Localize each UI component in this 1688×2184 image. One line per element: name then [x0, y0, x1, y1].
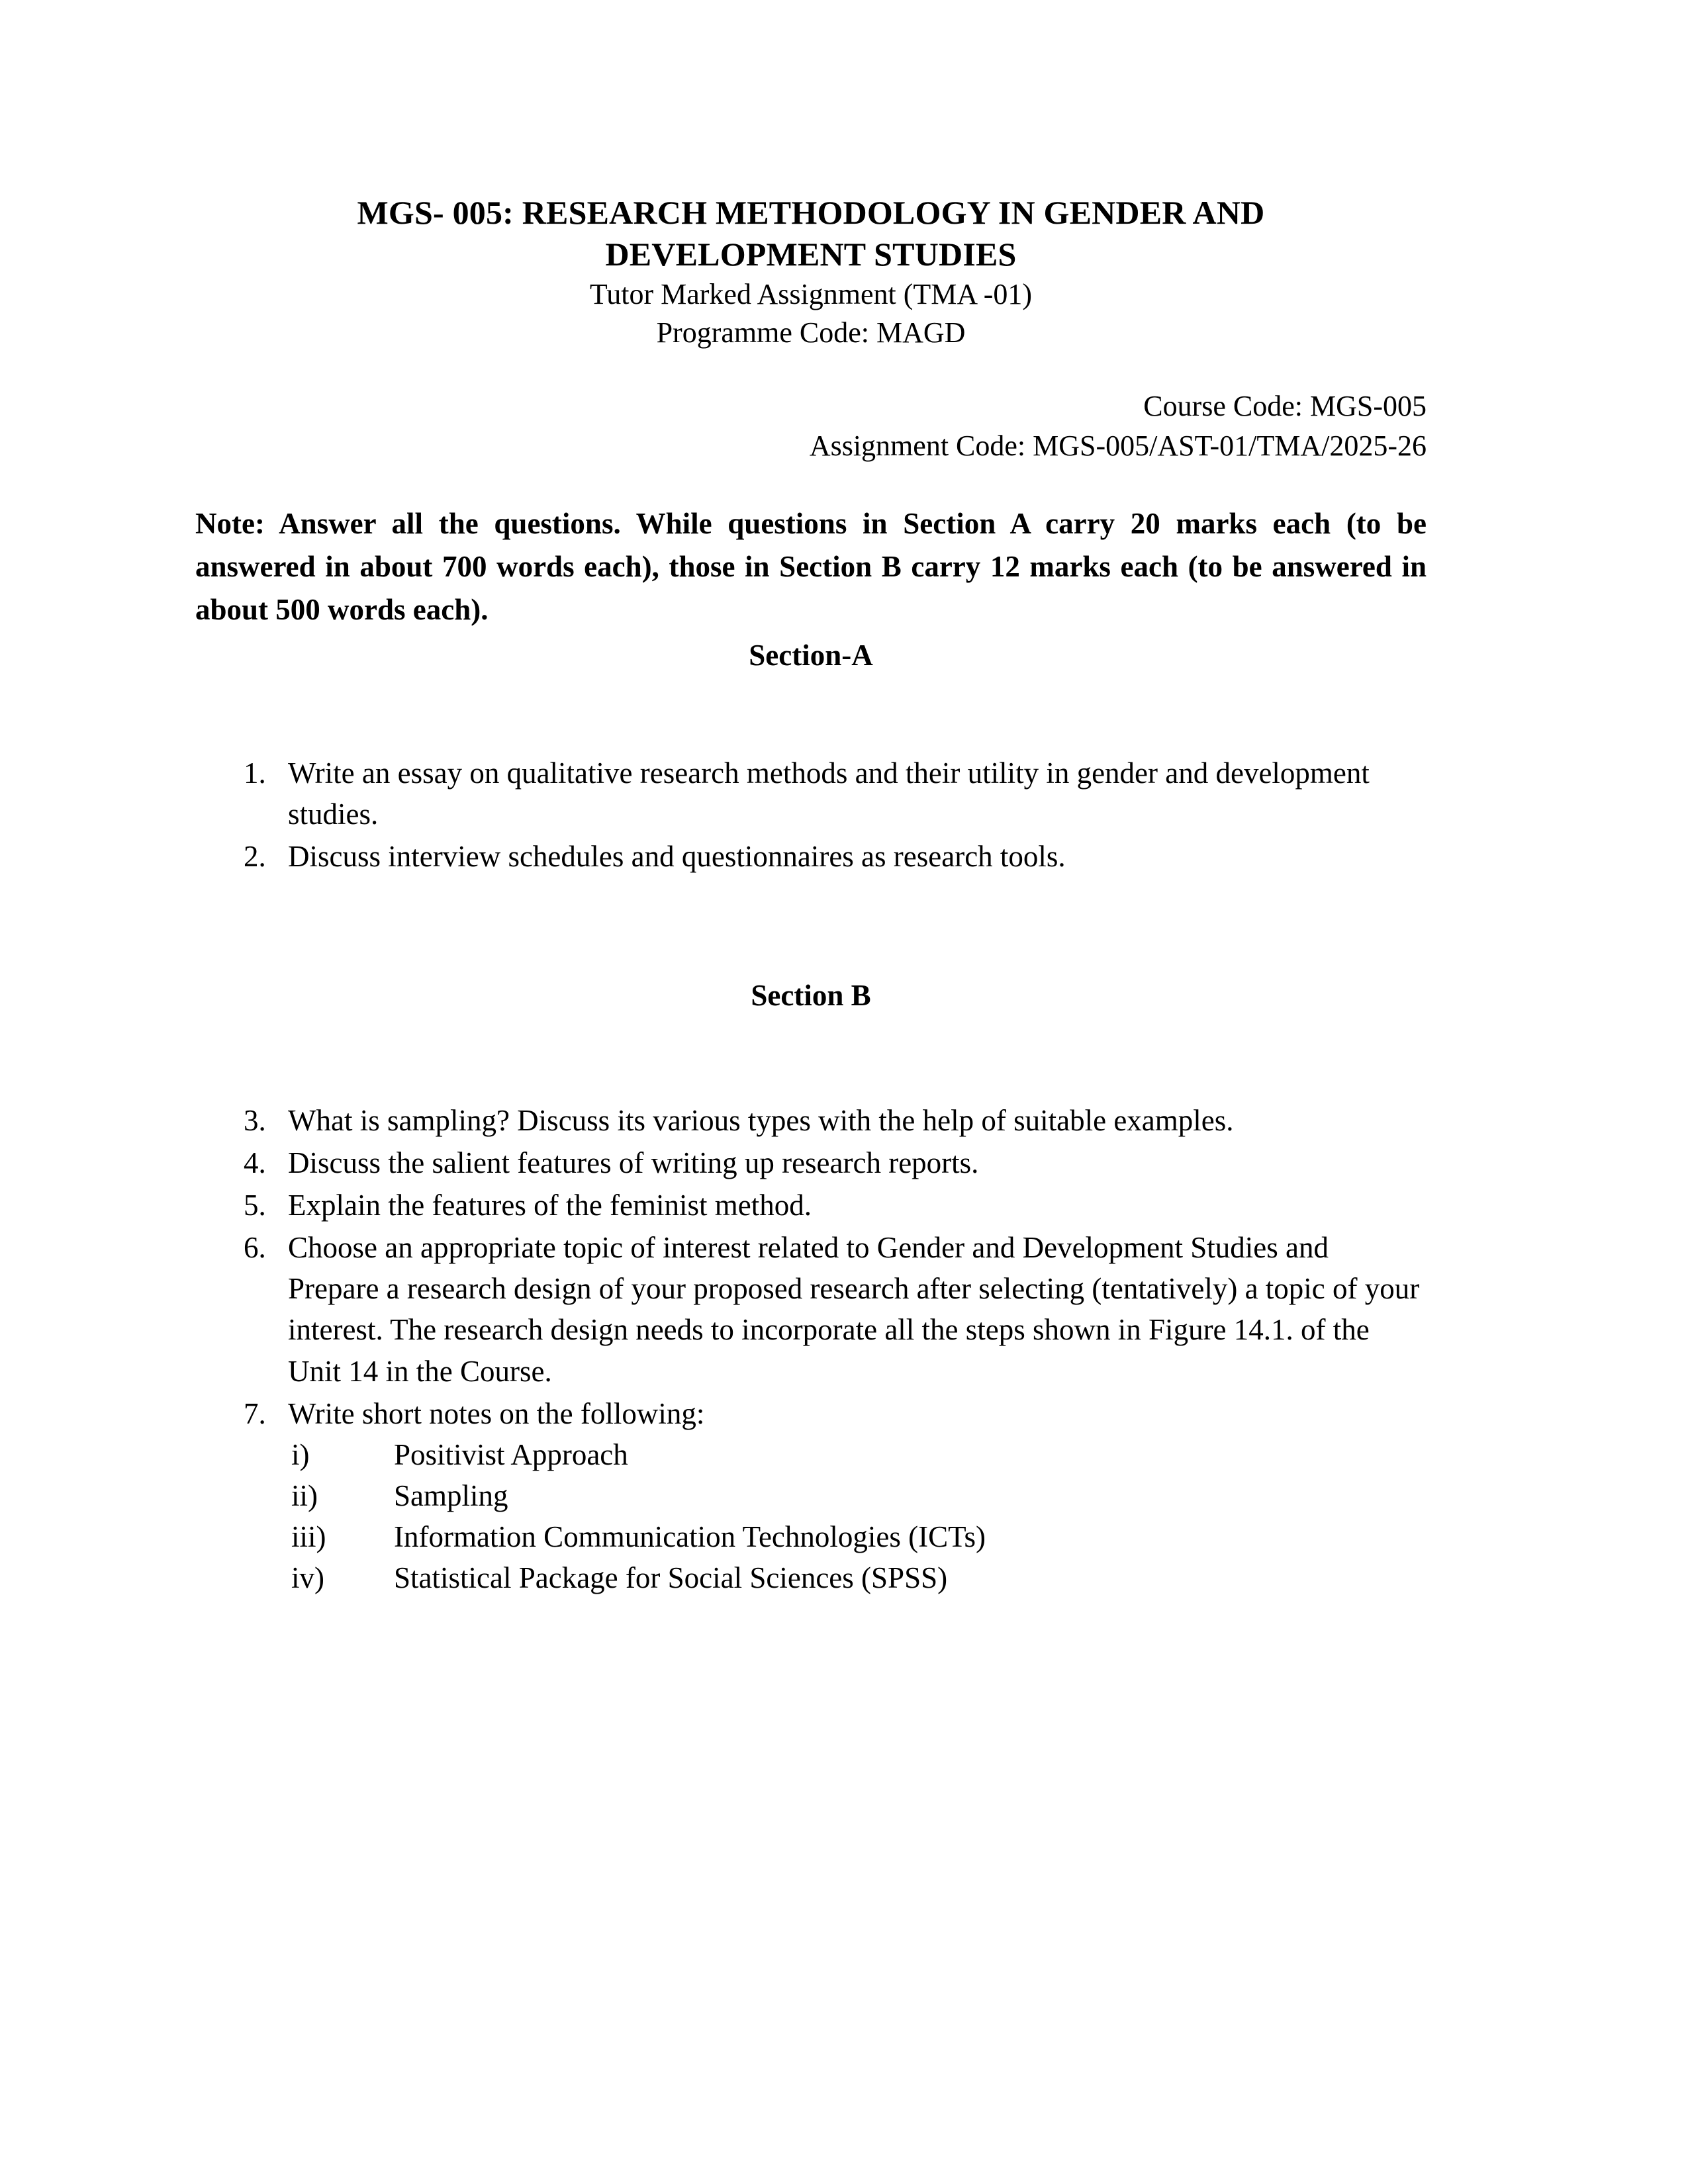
question-number: 4.: [244, 1146, 266, 1180]
question-text: Write an essay on qualitative research methods and their utility in gender and development studies.: [288, 756, 1370, 831]
section-a-question-list: [195, 674, 1427, 877]
question-item: [195, 752, 1427, 835]
sub-item-marker: iii): [291, 1520, 326, 1553]
sub-item-label: Information Communication Technologies (ICTs): [394, 1520, 986, 1553]
sub-item: [288, 1516, 1427, 1557]
sub-item: [288, 1557, 1427, 1598]
question-item: [195, 1227, 1427, 1391]
question-number: 2.: [244, 840, 266, 874]
short-notes-sublist: [288, 1434, 1427, 1598]
question-number: 5.: [244, 1189, 266, 1222]
instructions-note: Note: Answer all the questions. While questions in Section A carry 20 marks each (to be answered in about 700 words each), those in Section B carry 12 marks each (to be answered in about 500 words each).: [195, 506, 1427, 627]
programme-code-line: Programme Code: MAGD: [656, 316, 966, 349]
question-item: [195, 836, 1427, 877]
sub-item: [288, 1475, 1427, 1516]
question-number: 3.: [244, 1103, 266, 1137]
sub-item-marker: i): [291, 1437, 310, 1471]
sub-item-marker: iv): [291, 1561, 324, 1594]
question-text: Explain the features of the feminist method.: [288, 1189, 812, 1222]
course-code-line: Course Code: MGS-005: [1143, 390, 1427, 423]
document-subtitle: [195, 275, 1427, 352]
page-content: [195, 0, 1427, 1600]
question-number: 6.: [244, 1231, 266, 1265]
sub-item-label: Positivist Approach: [394, 1437, 628, 1471]
question-text: Discuss interview schedules and questionnaires as research tools.: [288, 840, 1066, 874]
section-a-heading: Section-A: [749, 638, 873, 672]
section-b-heading: Section B: [751, 979, 871, 1013]
question-text: Discuss the salient features of writing up research reports.: [288, 1146, 979, 1180]
question-text: Choose an appropriate topic of interest related to Gender and Development Studies and Prepare a research design of your proposed research after selecting (tentatively) a topic of your interest. The research design needs to incorporate all the steps shown in Figure 14.1. of the Unit 14 in the Course.: [288, 1231, 1420, 1388]
section-b-question-list: [195, 1015, 1427, 1598]
question-item: [195, 1393, 1427, 1598]
assignment-code-line: Assignment Code: MGS-005/AST-01/TMA/2025-26: [809, 429, 1427, 462]
page-title: [195, 0, 1427, 275]
question-number: 7.: [244, 1396, 266, 1430]
question-text: Write short notes on the following:: [288, 1396, 705, 1430]
question-text: What is sampling? Discuss its various types with the help of suitable examples.: [288, 1103, 1234, 1137]
page-title-line-2: DEVELOPMENT STUDIES: [605, 236, 1017, 273]
page-title-line-1: MGS- 005: RESEARCH METHODOLOGY IN GENDER AND: [357, 194, 1265, 231]
question-item: [195, 1185, 1427, 1226]
sub-item-label: Statistical Package for Social Sciences (SPSS): [394, 1561, 948, 1594]
question-item: [195, 1100, 1427, 1141]
assignment-type-line: Tutor Marked Assignment (TMA -01): [589, 278, 1033, 310]
course-codes-block: [195, 352, 1427, 465]
sub-item: [288, 1434, 1427, 1475]
question-number: 1.: [244, 756, 266, 790]
question-item: [195, 1142, 1427, 1183]
sub-item-label: Sampling: [394, 1479, 508, 1512]
sub-item-marker: ii): [291, 1479, 318, 1512]
